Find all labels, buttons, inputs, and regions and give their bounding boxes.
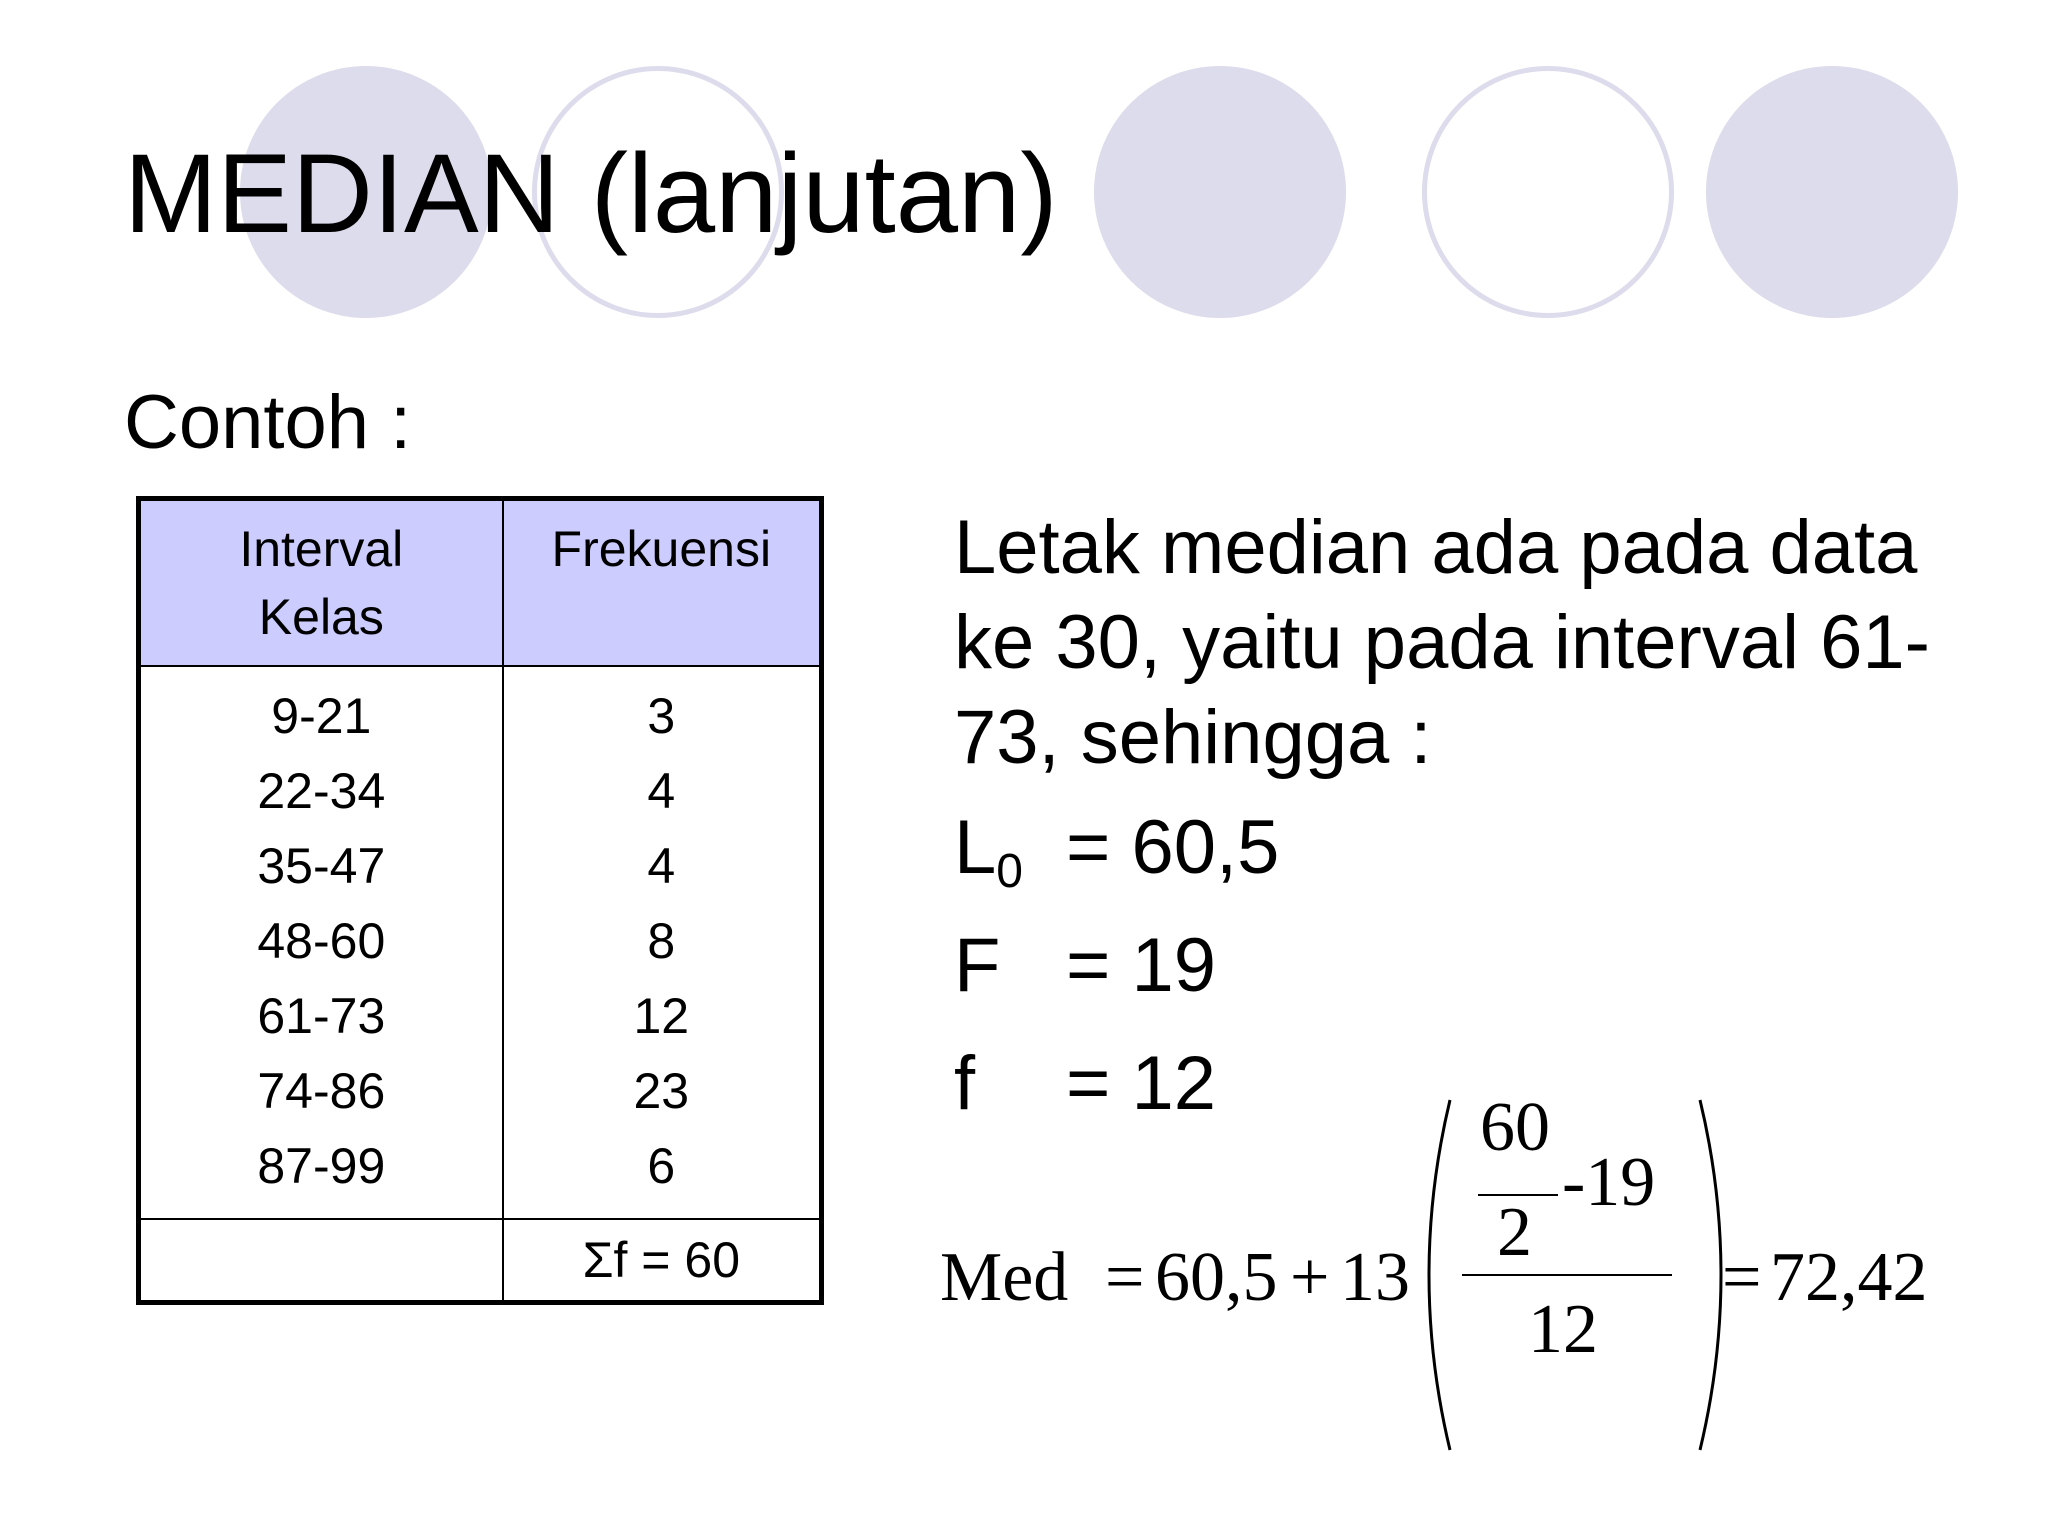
- slide-title: MEDIAN (lanjutan): [124, 131, 1058, 256]
- header-frequency: Frekuensi: [503, 499, 822, 667]
- frequency-column: [503, 666, 822, 1219]
- formula-equals-2: =: [1722, 1239, 1762, 1316]
- interval-cell: 74-86: [257, 1063, 386, 1119]
- interval-cell: 61-73: [257, 988, 386, 1044]
- left-paren: [1429, 1100, 1450, 1450]
- frequency-cell: 8: [647, 913, 676, 969]
- frequency-cell: 12: [633, 988, 690, 1044]
- total-cell: Σf = 60: [503, 1219, 822, 1303]
- l0-value: = 60,5: [1066, 805, 1280, 890]
- header-interval-line1: Interval: [239, 521, 404, 577]
- table-total-row: [139, 1219, 822, 1303]
- f-label: f: [954, 1041, 976, 1126]
- total-empty-cell: [139, 1219, 503, 1303]
- median-formula: [940, 1090, 1980, 1460]
- numerator-top: 60: [1480, 1090, 1550, 1166]
- decor-circle-4: [1422, 66, 1674, 318]
- interval-cell: 48-60: [257, 913, 386, 969]
- slide-subtitle: Contoh :: [124, 380, 412, 465]
- table-header-row: [139, 499, 822, 667]
- minus-term: -19: [1562, 1144, 1656, 1221]
- formula-lhs: Med: [940, 1239, 1069, 1316]
- formula-base: 60,5: [1155, 1239, 1278, 1316]
- frequency-cell: 23: [633, 1063, 690, 1119]
- interval-cell: 87-99: [257, 1138, 386, 1194]
- formula-result: 72,42: [1770, 1239, 1928, 1316]
- interval-cell: 9-21: [271, 688, 372, 744]
- l0-line: [954, 805, 1280, 898]
- formula-width: 13: [1340, 1239, 1410, 1316]
- l0-letter: L: [954, 805, 997, 890]
- frequency-cell: 3: [647, 688, 676, 744]
- f-value: = 12: [1066, 1041, 1217, 1126]
- frequency-cell: 6: [647, 1138, 676, 1194]
- F-label: F: [954, 923, 1001, 1008]
- interval-cell: 22-34: [257, 763, 386, 819]
- F-value: = 19: [1066, 923, 1217, 1008]
- header-interval: [139, 499, 503, 667]
- F-line: [954, 923, 1217, 1008]
- numerator-bottom: 2: [1497, 1194, 1532, 1271]
- header-interval-line2: Kelas: [258, 589, 384, 645]
- denominator: 12: [1528, 1291, 1598, 1368]
- frequency-cell: 4: [647, 838, 676, 894]
- formula-plus: +: [1290, 1239, 1330, 1316]
- l0-label: [954, 805, 1066, 898]
- frequency-table: [136, 496, 824, 1305]
- interval-cell: 35-47: [257, 838, 386, 894]
- decor-circle-5: [1706, 66, 1958, 318]
- decor-circle-3: [1094, 66, 1346, 318]
- interval-column: [139, 666, 503, 1219]
- right-paren: [1700, 1100, 1721, 1450]
- frequency-cell: 4: [647, 763, 676, 819]
- table-body-row: [139, 666, 822, 1219]
- explanation-text: Letak median ada pada data ke 30, yaitu pada interval 61-73, sehingga :: [954, 505, 1930, 780]
- formula-equals-1: =: [1105, 1239, 1145, 1316]
- l0-subscript: 0: [996, 845, 1023, 898]
